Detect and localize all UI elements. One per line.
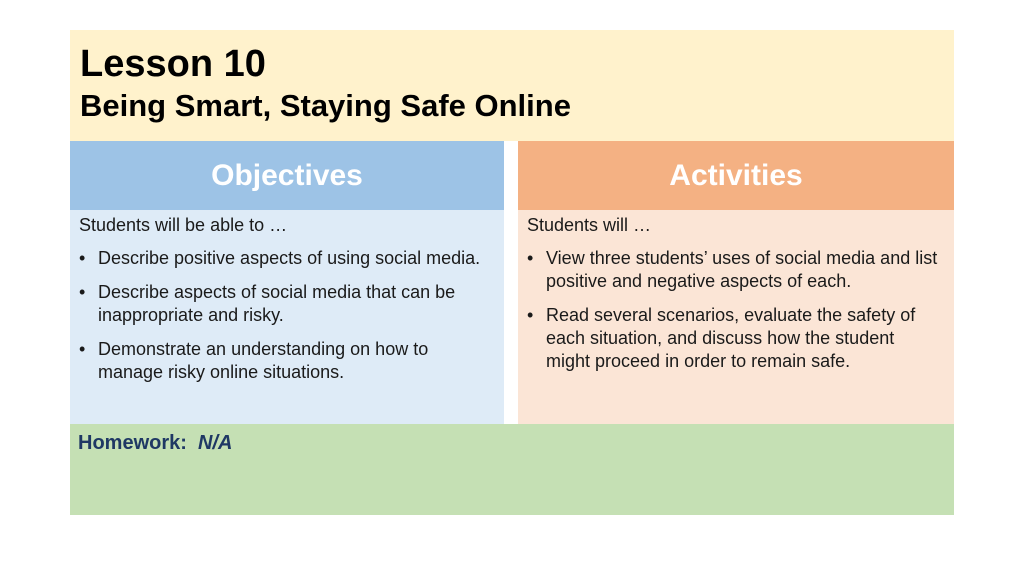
list-item: • Read several scenarios, evaluate the safety of each situation, and discuss how the student might proceed in order to remain safe. — [527, 305, 916, 371]
homework-value: N/A — [198, 432, 233, 454]
lesson-subtitle: Being Smart, Staying Safe Online — [80, 88, 571, 123]
activities-intro: Students will … — [527, 215, 652, 235]
bullet-icon: • — [79, 339, 86, 359]
objectives-heading: Objectives — [70, 141, 504, 210]
bullet-icon: • — [79, 248, 86, 268]
bullet-icon: • — [527, 305, 534, 325]
list-item: • Describe positive aspects of using social media. — [79, 248, 481, 268]
bullet-icon: • — [527, 248, 534, 268]
activities-heading: Activities — [518, 141, 954, 210]
homework-label: Homework: — [78, 432, 187, 454]
activities-list — [527, 247, 940, 373]
activities-panel — [518, 210, 954, 424]
objectives-panel — [70, 210, 504, 424]
bullet-icon: • — [79, 282, 86, 302]
list-item: • View three students’ uses of social media and list positive and negative aspects of each. — [527, 248, 938, 291]
objectives-intro: Students will be able to … — [79, 215, 288, 235]
lesson-title: Lesson 10 — [80, 43, 266, 85]
objectives-list — [79, 247, 490, 384]
list-item: • Describe aspects of social media that can be inappropriate and risky. — [79, 282, 456, 325]
list-item: • Demonstrate an understanding on how to manage risky online situations. — [79, 339, 429, 382]
homework-panel — [70, 424, 954, 515]
lesson-header — [70, 30, 954, 141]
